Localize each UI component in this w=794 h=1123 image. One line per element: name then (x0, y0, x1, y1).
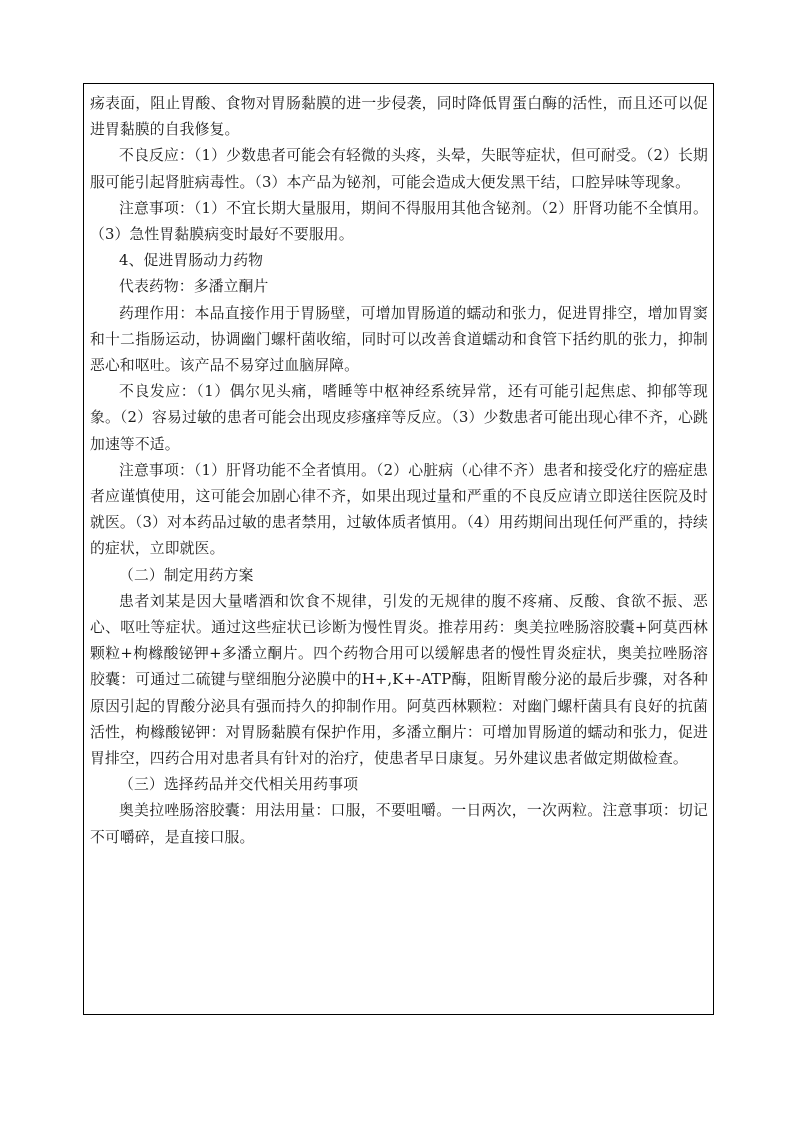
section-heading-medication-plan: （二）制定用药方案 (119, 566, 254, 584)
paragraph-pharmacology: 药理作用：本品直接作用于胃肠壁，可增加胃肠道的蠕动和张力，促进胃排空，增加胃窦和十二指肠运动，协调幽门螺杆菌收缩，同时可以改善食道蠕动和食管下括约肌的张力，抑制恶心和呕吐。该产品不易穿过血脑屏障。 (90, 304, 708, 375)
paragraph-precautions: 注意事项：（1）不宜长期大量服用，期间不得服用其他含铋剂。（2）肝肾功能不全慎用。（3）急性胃黏膜病变时最好不要服用。 (90, 199, 708, 244)
section-heading-drug-selection: （三）选择药品并交代相关用药事项 (119, 776, 359, 794)
paragraph-adverse-effects: 不良发应：（1）偶尔见头痛，嗜睡等中枢神经系统异常，还有可能引起焦虑、抑郁等现象。（2）容易过敏的患者可能会出现皮疹瘙痒等反应。（3）少数患者可能出现心律不齐，心跳加速等不适。 (90, 383, 708, 453)
document-body (90, 91, 708, 851)
paragraph-omeprazole-usage: 奥美拉唑肠溶胶囊：用法用量：口服，不要咀嚼。一日两次，一次两粒。注意事项：切记不可嚼碎，是直接口服。 (90, 802, 708, 846)
paragraph-continuation: 疡表面，阻止胃酸、食物对胃肠黏膜的进一步侵袭，同时降低胃蛋白酶的活性，而且还可以促进胃黏膜的自我修复。 (90, 95, 708, 139)
paragraph-representative-drug: 代表药物：多潘立酮片 (119, 278, 269, 296)
section-heading-prokinetic-drugs: 4、促进胃肠动力药物 (119, 252, 264, 270)
paragraph-medication-plan: 患者刘某是因大量嗜酒和饮食不规律，引发的无规律的腹不疼痛、反酸、食欲不振、恶心、呕吐等症状。通过这些症状已诊断为慢性胃炎。推荐用药：奥美拉唑肠溶胶囊+阿莫西林颗粒+枸橼酸铋钾+多潘立酮片。四个药物合用可以缓解患者的慢性胃炎症状，奥美拉唑肠溶胶囊：可通过二硫键与壁细胞分泌膜中的H+,K+-ATP酶，阻断胃酸分泌的最后步骤，对各种原因引起的胃酸分泌具有强而持久的抑制作用。阿莫西林颗粒：对幽门螺杆菌具有良好的抗菌活性，枸橼酸铋钾：对胃肠黏膜有保护作用，多潘立酮片：可增加胃肠道的蠕动和张力，促进胃排空，四药合用对患者具有针对的治疗，使患者早日康复。另外建议患者做定期做检查。 (90, 592, 708, 768)
paragraph-adverse-reactions: 不良反应：（1）少数患者可能会有轻微的头疼，头晕，失眠等症状，但可耐受。（2）长期服可能引起肾脏病毒性。（3）本产品为铋剂，可能会造成大便发黑干结，口腔异味等现象。 (90, 147, 708, 191)
paragraph-precautions-domperidone: 注意事项：（1）肝肾功能不全者慎用。（2）心脏病（心律不齐）患者和接受化疗的癌症患者应谨慎使用，这可能会加剧心律不齐，如果出现过量和严重的不良反应请立即送往医院及时就医。（3）对本药品过敏的患者禁用，过敏体质者慎用。（4）用药期间出现任何严重的，持续的症状，立即就医。 (90, 461, 708, 558)
